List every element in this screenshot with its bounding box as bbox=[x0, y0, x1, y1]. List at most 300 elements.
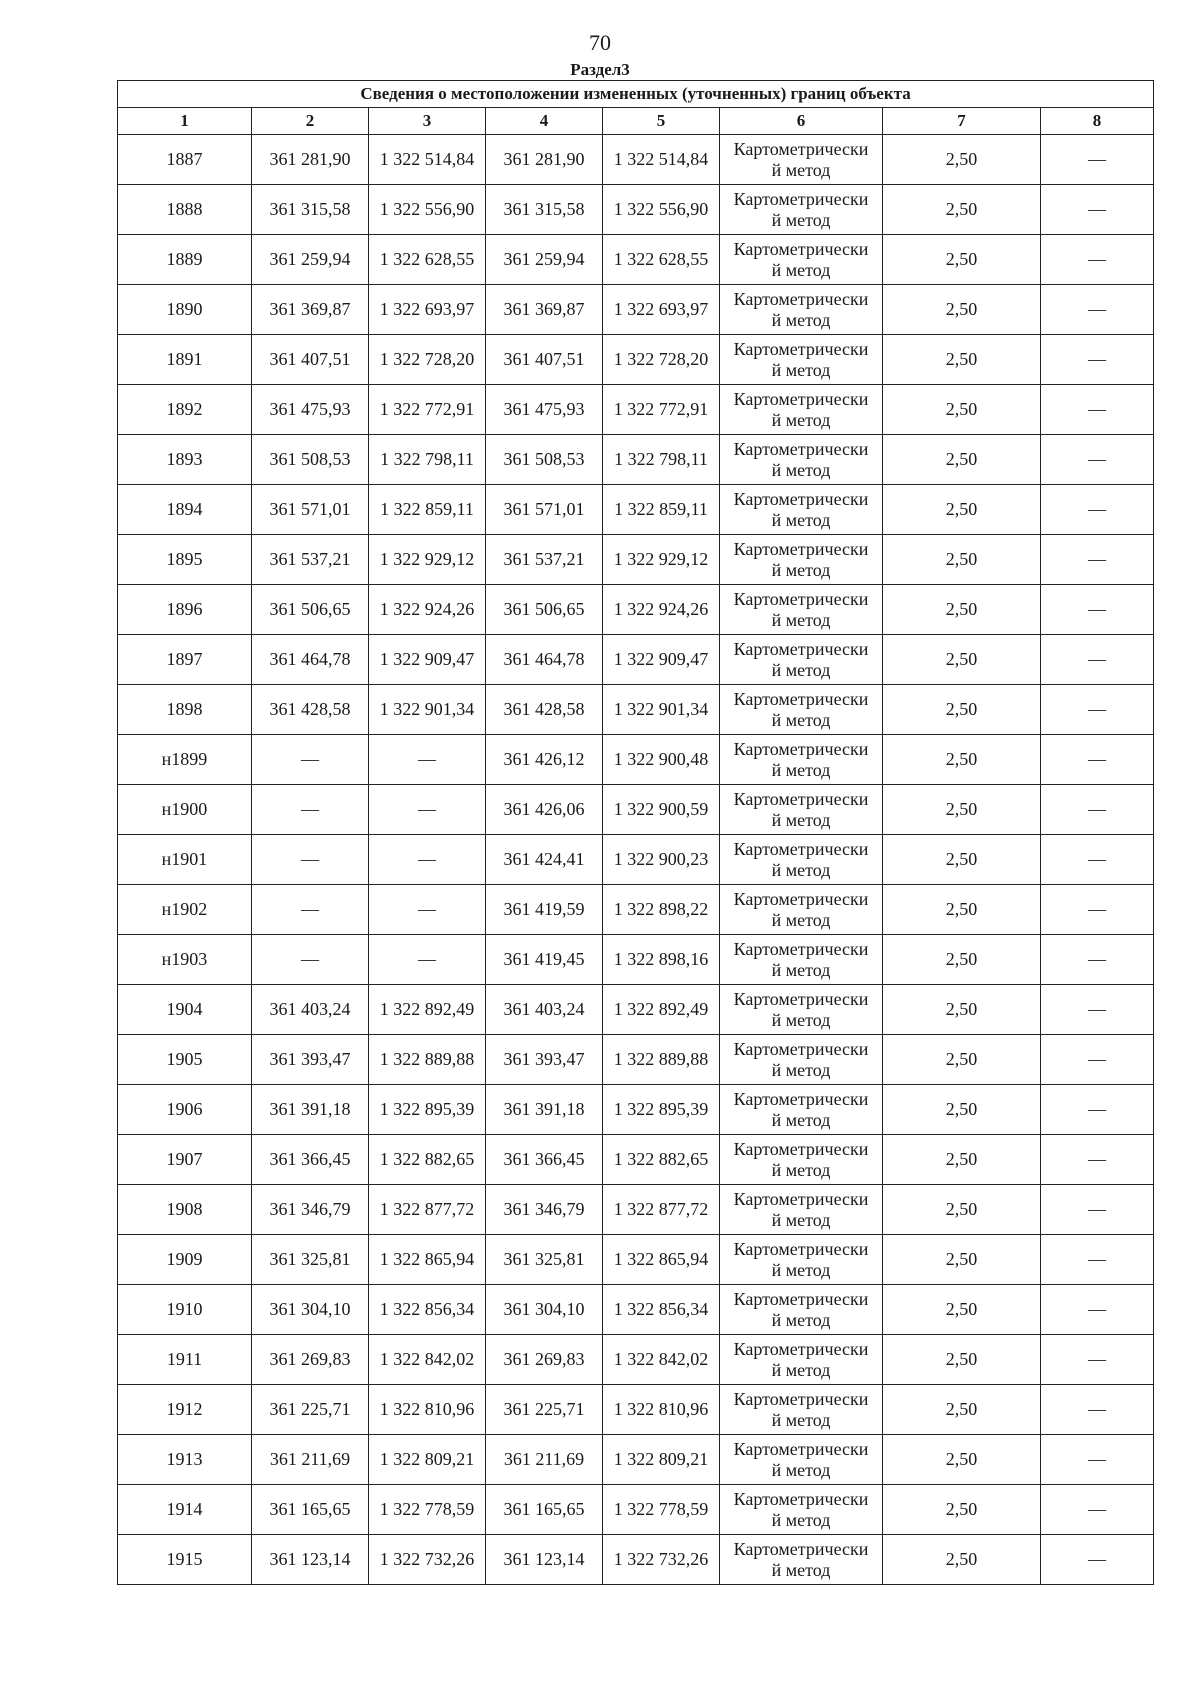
note-cell: — bbox=[1041, 185, 1154, 235]
table-row bbox=[118, 835, 1154, 885]
method-text-line-2: й метод bbox=[771, 709, 831, 730]
y-new-cell: 1 322 898,22 bbox=[603, 885, 720, 935]
x-old-cell: 361 369,87 bbox=[252, 285, 369, 335]
method-text-line-1: Картометрически bbox=[733, 988, 869, 1009]
table-row bbox=[118, 185, 1154, 235]
accuracy-cell: 2,50 bbox=[883, 685, 1041, 735]
method-text-line-1: Картометрически bbox=[733, 338, 869, 359]
y-old-cell: 1 322 778,59 bbox=[369, 1485, 486, 1535]
point-number-cell: 1915 bbox=[118, 1535, 252, 1585]
method-text-line-2: й метод bbox=[771, 609, 831, 630]
x-new-cell: 361 475,93 bbox=[486, 385, 603, 435]
y-old-cell: 1 322 859,11 bbox=[369, 485, 486, 535]
x-old-cell: 361 393,47 bbox=[252, 1035, 369, 1085]
x-old-cell: 361 506,65 bbox=[252, 585, 369, 635]
method-text-line-1: Картометрически bbox=[733, 1388, 869, 1409]
note-cell: — bbox=[1041, 835, 1154, 885]
method-text-line-2: й метод bbox=[771, 359, 831, 380]
method-text-line-2: й метод bbox=[771, 1059, 831, 1080]
column-header: 2 bbox=[252, 108, 369, 135]
x-new-cell: 361 391,18 bbox=[486, 1085, 603, 1135]
note-cell: — bbox=[1041, 385, 1154, 435]
point-number-cell: 1895 bbox=[118, 535, 252, 585]
note-cell: — bbox=[1041, 1185, 1154, 1235]
accuracy-cell: 2,50 bbox=[883, 135, 1041, 185]
y-new-cell: 1 322 859,11 bbox=[603, 485, 720, 535]
method-text-line-1: Картометрически bbox=[733, 788, 869, 809]
point-number-cell: н1900 bbox=[118, 785, 252, 835]
method-cell bbox=[720, 785, 883, 835]
method-text-line-2: й метод bbox=[771, 209, 831, 230]
y-new-cell: 1 322 901,34 bbox=[603, 685, 720, 735]
x-new-cell: 361 269,83 bbox=[486, 1335, 603, 1385]
y-new-cell: 1 322 772,91 bbox=[603, 385, 720, 435]
method-text-line-1: Картометрически bbox=[733, 888, 869, 909]
table-row bbox=[118, 1185, 1154, 1235]
method-text-line-1: Картометрически bbox=[733, 1488, 869, 1509]
y-old-cell: 1 322 809,21 bbox=[369, 1435, 486, 1485]
accuracy-cell: 2,50 bbox=[883, 535, 1041, 585]
method-cell bbox=[720, 1085, 883, 1135]
y-new-cell: 1 322 900,23 bbox=[603, 835, 720, 885]
method-text-line-2: й метод bbox=[771, 559, 831, 580]
x-new-cell: 361 506,65 bbox=[486, 585, 603, 635]
table-row bbox=[118, 1335, 1154, 1385]
table-row bbox=[118, 935, 1154, 985]
method-cell bbox=[720, 135, 883, 185]
note-cell: — bbox=[1041, 1235, 1154, 1285]
accuracy-cell: 2,50 bbox=[883, 785, 1041, 835]
column-header: 1 bbox=[118, 108, 252, 135]
table-row bbox=[118, 285, 1154, 335]
method-text-line-1: Картометрически bbox=[733, 438, 869, 459]
table-row bbox=[118, 1035, 1154, 1085]
accuracy-cell: 2,50 bbox=[883, 1085, 1041, 1135]
method-text-line-1: Картометрически bbox=[733, 1338, 869, 1359]
column-header: 3 bbox=[369, 108, 486, 135]
method-cell bbox=[720, 635, 883, 685]
y-old-cell: 1 322 842,02 bbox=[369, 1335, 486, 1385]
table-row bbox=[118, 585, 1154, 635]
method-text-line-1: Картометрически bbox=[733, 1038, 869, 1059]
method-text-line-2: й метод bbox=[771, 1509, 831, 1530]
column-header: 7 bbox=[883, 108, 1041, 135]
y-new-cell: 1 322 900,48 bbox=[603, 735, 720, 785]
table-row bbox=[118, 1285, 1154, 1335]
table-row bbox=[118, 785, 1154, 835]
x-new-cell: 361 428,58 bbox=[486, 685, 603, 735]
y-old-cell: 1 322 889,88 bbox=[369, 1035, 486, 1085]
y-old-cell: 1 322 628,55 bbox=[369, 235, 486, 285]
x-new-cell: 361 426,06 bbox=[486, 785, 603, 835]
point-number-cell: 1887 bbox=[118, 135, 252, 185]
table-row bbox=[118, 1135, 1154, 1185]
x-new-cell: 361 424,41 bbox=[486, 835, 603, 885]
y-old-cell: 1 322 924,26 bbox=[369, 585, 486, 635]
method-text-line-1: Картометрически bbox=[733, 1538, 869, 1559]
x-old-cell: 361 346,79 bbox=[252, 1185, 369, 1235]
x-new-cell: 361 259,94 bbox=[486, 235, 603, 285]
method-text-line-1: Картометрически bbox=[733, 938, 869, 959]
y-new-cell: 1 322 909,47 bbox=[603, 635, 720, 685]
y-old-cell: 1 322 514,84 bbox=[369, 135, 486, 185]
method-cell bbox=[720, 485, 883, 535]
accuracy-cell: 2,50 bbox=[883, 1435, 1041, 1485]
x-new-cell: 361 211,69 bbox=[486, 1435, 603, 1485]
x-old-cell: 361 537,21 bbox=[252, 535, 369, 585]
method-cell bbox=[720, 435, 883, 485]
method-text-line-2: й метод bbox=[771, 1359, 831, 1380]
y-new-cell: 1 322 877,72 bbox=[603, 1185, 720, 1235]
section-title: Раздел3 bbox=[570, 60, 630, 79]
note-cell: — bbox=[1041, 685, 1154, 735]
x-old-cell: 361 123,14 bbox=[252, 1535, 369, 1585]
method-text-line-1: Картометрически bbox=[733, 388, 869, 409]
method-text-line-1: Картометрически bbox=[733, 538, 869, 559]
y-old-cell: 1 322 865,94 bbox=[369, 1235, 486, 1285]
method-cell bbox=[720, 985, 883, 1035]
method-cell bbox=[720, 1185, 883, 1235]
x-old-cell: 361 281,90 bbox=[252, 135, 369, 185]
table-row bbox=[118, 1235, 1154, 1285]
x-new-cell: 361 165,65 bbox=[486, 1485, 603, 1535]
table-row bbox=[118, 985, 1154, 1035]
note-cell: — bbox=[1041, 935, 1154, 985]
method-text-line-1: Картометрически bbox=[733, 1438, 869, 1459]
method-cell bbox=[720, 185, 883, 235]
y-new-cell: 1 322 556,90 bbox=[603, 185, 720, 235]
table-row bbox=[118, 535, 1154, 585]
point-number-cell: н1902 bbox=[118, 885, 252, 935]
table-caption: Сведения о местоположении измененных (уточненных) границ объекта bbox=[118, 81, 1154, 108]
y-old-cell: 1 322 892,49 bbox=[369, 985, 486, 1035]
y-old-cell: 1 322 798,11 bbox=[369, 435, 486, 485]
point-number-cell: 1905 bbox=[118, 1035, 252, 1085]
x-new-cell: 361 325,81 bbox=[486, 1235, 603, 1285]
y-new-cell: 1 322 929,12 bbox=[603, 535, 720, 585]
point-number-cell: 1888 bbox=[118, 185, 252, 235]
table-row bbox=[118, 235, 1154, 285]
method-cell bbox=[720, 1485, 883, 1535]
x-old-cell: 361 428,58 bbox=[252, 685, 369, 735]
x-old-cell: 361 475,93 bbox=[252, 385, 369, 435]
point-number-cell: 1891 bbox=[118, 335, 252, 385]
method-cell bbox=[720, 585, 883, 635]
table-row bbox=[118, 735, 1154, 785]
x-new-cell: 361 407,51 bbox=[486, 335, 603, 385]
y-old-cell: 1 322 929,12 bbox=[369, 535, 486, 585]
method-text-line-1: Картометрически bbox=[733, 1188, 869, 1209]
y-old-cell: 1 322 877,72 bbox=[369, 1185, 486, 1235]
y-new-cell: 1 322 514,84 bbox=[603, 135, 720, 185]
point-number-cell: 1906 bbox=[118, 1085, 252, 1135]
method-cell bbox=[720, 1435, 883, 1485]
point-number-cell: 1897 bbox=[118, 635, 252, 685]
accuracy-cell: 2,50 bbox=[883, 1035, 1041, 1085]
method-cell bbox=[720, 385, 883, 435]
method-text-line-1: Картометрически bbox=[733, 138, 869, 159]
note-cell: — bbox=[1041, 1485, 1154, 1535]
note-cell: — bbox=[1041, 1035, 1154, 1085]
x-old-cell: — bbox=[252, 835, 369, 885]
method-text-line-2: й метод bbox=[771, 959, 831, 980]
accuracy-cell: 2,50 bbox=[883, 485, 1041, 535]
method-cell bbox=[720, 1385, 883, 1435]
point-number-cell: 1913 bbox=[118, 1435, 252, 1485]
method-cell bbox=[720, 235, 883, 285]
point-number-cell: 1894 bbox=[118, 485, 252, 535]
point-number-cell: 1892 bbox=[118, 385, 252, 435]
method-text-line-1: Картометрически bbox=[733, 638, 869, 659]
x-old-cell: — bbox=[252, 785, 369, 835]
x-new-cell: 361 464,78 bbox=[486, 635, 603, 685]
x-old-cell: — bbox=[252, 885, 369, 935]
x-old-cell: 361 211,69 bbox=[252, 1435, 369, 1485]
accuracy-cell: 2,50 bbox=[883, 385, 1041, 435]
accuracy-cell: 2,50 bbox=[883, 1135, 1041, 1185]
note-cell: — bbox=[1041, 885, 1154, 935]
x-old-cell: 361 315,58 bbox=[252, 185, 369, 235]
accuracy-cell: 2,50 bbox=[883, 1385, 1041, 1435]
method-text-line-2: й метод bbox=[771, 909, 831, 930]
x-old-cell: — bbox=[252, 935, 369, 985]
table-row bbox=[118, 1435, 1154, 1485]
y-old-cell: 1 322 772,91 bbox=[369, 385, 486, 435]
x-old-cell: 361 259,94 bbox=[252, 235, 369, 285]
point-number-cell: 1911 bbox=[118, 1335, 252, 1385]
x-old-cell: 361 407,51 bbox=[252, 335, 369, 385]
method-cell bbox=[720, 335, 883, 385]
table-row bbox=[118, 1085, 1154, 1135]
y-new-cell: 1 322 898,16 bbox=[603, 935, 720, 985]
method-cell bbox=[720, 1535, 883, 1585]
method-cell bbox=[720, 1035, 883, 1085]
method-text-line-2: й метод bbox=[771, 459, 831, 480]
table-row bbox=[118, 435, 1154, 485]
table-row bbox=[118, 1385, 1154, 1435]
note-cell: — bbox=[1041, 985, 1154, 1035]
y-new-cell: 1 322 882,65 bbox=[603, 1135, 720, 1185]
method-text-line-2: й метод bbox=[771, 159, 831, 180]
note-cell: — bbox=[1041, 485, 1154, 535]
x-new-cell: 361 315,58 bbox=[486, 185, 603, 235]
method-text-line-1: Картометрически bbox=[733, 588, 869, 609]
method-text-line-1: Картометрически bbox=[733, 488, 869, 509]
note-cell: — bbox=[1041, 1085, 1154, 1135]
y-new-cell: 1 322 895,39 bbox=[603, 1085, 720, 1135]
x-old-cell: 361 571,01 bbox=[252, 485, 369, 535]
note-cell: — bbox=[1041, 435, 1154, 485]
accuracy-cell: 2,50 bbox=[883, 885, 1041, 935]
method-cell bbox=[720, 1235, 883, 1285]
method-text-line-2: й метод bbox=[771, 859, 831, 880]
table-row bbox=[118, 1535, 1154, 1585]
note-cell: — bbox=[1041, 785, 1154, 835]
point-number-cell: 1908 bbox=[118, 1185, 252, 1235]
x-new-cell: 361 419,59 bbox=[486, 885, 603, 935]
x-new-cell: 361 369,87 bbox=[486, 285, 603, 335]
table-row bbox=[118, 385, 1154, 435]
x-old-cell: 361 464,78 bbox=[252, 635, 369, 685]
accuracy-cell: 2,50 bbox=[883, 1185, 1041, 1235]
method-cell bbox=[720, 835, 883, 885]
point-number-cell: 1898 bbox=[118, 685, 252, 735]
method-text-line-2: й метод bbox=[771, 1209, 831, 1230]
method-text-line-2: й метод bbox=[771, 509, 831, 530]
x-old-cell: 361 508,53 bbox=[252, 435, 369, 485]
y-old-cell: 1 322 909,47 bbox=[369, 635, 486, 685]
note-cell: — bbox=[1041, 335, 1154, 385]
accuracy-cell: 2,50 bbox=[883, 235, 1041, 285]
note-cell: — bbox=[1041, 135, 1154, 185]
point-number-cell: 1909 bbox=[118, 1235, 252, 1285]
method-cell bbox=[720, 535, 883, 585]
y-new-cell: 1 322 693,97 bbox=[603, 285, 720, 335]
y-new-cell: 1 322 778,59 bbox=[603, 1485, 720, 1535]
x-old-cell: 361 165,65 bbox=[252, 1485, 369, 1535]
y-new-cell: 1 322 924,26 bbox=[603, 585, 720, 635]
method-cell bbox=[720, 885, 883, 935]
y-old-cell: 1 322 556,90 bbox=[369, 185, 486, 235]
method-text-line-1: Картометрически bbox=[733, 288, 869, 309]
y-old-cell: — bbox=[369, 885, 486, 935]
y-new-cell: 1 322 728,20 bbox=[603, 335, 720, 385]
accuracy-cell: 2,50 bbox=[883, 585, 1041, 635]
method-text-line-1: Картометрически bbox=[733, 838, 869, 859]
method-text-line-2: й метод bbox=[771, 1459, 831, 1480]
method-cell bbox=[720, 1335, 883, 1385]
x-old-cell: 361 391,18 bbox=[252, 1085, 369, 1135]
accuracy-cell: 2,50 bbox=[883, 435, 1041, 485]
coordinates-table bbox=[117, 80, 1154, 1585]
point-number-cell: н1899 bbox=[118, 735, 252, 785]
x-new-cell: 361 508,53 bbox=[486, 435, 603, 485]
method-text-line-1: Картометрически bbox=[733, 188, 869, 209]
note-cell: — bbox=[1041, 635, 1154, 685]
accuracy-cell: 2,50 bbox=[883, 285, 1041, 335]
table-row bbox=[118, 485, 1154, 535]
method-text-line-1: Картометрически bbox=[733, 738, 869, 759]
method-cell bbox=[720, 1135, 883, 1185]
accuracy-cell: 2,50 bbox=[883, 1335, 1041, 1385]
y-old-cell: 1 322 693,97 bbox=[369, 285, 486, 335]
method-text-line-2: й метод bbox=[771, 1409, 831, 1430]
column-header: 8 bbox=[1041, 108, 1154, 135]
note-cell: — bbox=[1041, 235, 1154, 285]
y-old-cell: 1 322 732,26 bbox=[369, 1535, 486, 1585]
y-new-cell: 1 322 889,88 bbox=[603, 1035, 720, 1085]
y-new-cell: 1 322 892,49 bbox=[603, 985, 720, 1035]
page-number: 70 bbox=[589, 30, 611, 55]
point-number-cell: 1912 bbox=[118, 1385, 252, 1435]
y-old-cell: — bbox=[369, 785, 486, 835]
y-old-cell: 1 322 895,39 bbox=[369, 1085, 486, 1135]
x-new-cell: 361 571,01 bbox=[486, 485, 603, 535]
table-row bbox=[118, 1485, 1154, 1535]
point-number-cell: 1914 bbox=[118, 1485, 252, 1535]
method-text-line-1: Картометрически bbox=[733, 1138, 869, 1159]
point-number-cell: н1901 bbox=[118, 835, 252, 885]
x-old-cell: — bbox=[252, 735, 369, 785]
note-cell: — bbox=[1041, 585, 1154, 635]
x-old-cell: 361 225,71 bbox=[252, 1385, 369, 1435]
note-cell: — bbox=[1041, 1335, 1154, 1385]
method-text-line-1: Картометрически bbox=[733, 238, 869, 259]
accuracy-cell: 2,50 bbox=[883, 185, 1041, 235]
accuracy-cell: 2,50 bbox=[883, 1285, 1041, 1335]
table-row bbox=[118, 635, 1154, 685]
table-caption-row bbox=[118, 81, 1154, 108]
accuracy-cell: 2,50 bbox=[883, 1485, 1041, 1535]
point-number-cell: 1907 bbox=[118, 1135, 252, 1185]
x-new-cell: 361 304,10 bbox=[486, 1285, 603, 1335]
table-row bbox=[118, 685, 1154, 735]
method-text-line-2: й метод bbox=[771, 409, 831, 430]
method-text-line-2: й метод bbox=[771, 1559, 831, 1580]
note-cell: — bbox=[1041, 1285, 1154, 1335]
table-row bbox=[118, 335, 1154, 385]
x-old-cell: 361 269,83 bbox=[252, 1335, 369, 1385]
y-old-cell: — bbox=[369, 835, 486, 885]
x-new-cell: 361 419,45 bbox=[486, 935, 603, 985]
x-new-cell: 361 403,24 bbox=[486, 985, 603, 1035]
method-text-line-1: Картометрически bbox=[733, 688, 869, 709]
column-header: 5 bbox=[603, 108, 720, 135]
y-new-cell: 1 322 628,55 bbox=[603, 235, 720, 285]
table-row bbox=[118, 135, 1154, 185]
y-old-cell: — bbox=[369, 935, 486, 985]
x-new-cell: 361 281,90 bbox=[486, 135, 603, 185]
method-text-line-2: й метод bbox=[771, 259, 831, 280]
y-old-cell: 1 322 882,65 bbox=[369, 1135, 486, 1185]
y-old-cell: 1 322 810,96 bbox=[369, 1385, 486, 1435]
y-new-cell: 1 322 842,02 bbox=[603, 1335, 720, 1385]
table-header-row bbox=[118, 108, 1154, 135]
y-new-cell: 1 322 732,26 bbox=[603, 1535, 720, 1585]
method-text-line-2: й метод bbox=[771, 1309, 831, 1330]
method-text-line-2: й метод bbox=[771, 1259, 831, 1280]
accuracy-cell: 2,50 bbox=[883, 1535, 1041, 1585]
accuracy-cell: 2,50 bbox=[883, 835, 1041, 885]
accuracy-cell: 2,50 bbox=[883, 635, 1041, 685]
accuracy-cell: 2,50 bbox=[883, 1235, 1041, 1285]
y-new-cell: 1 322 900,59 bbox=[603, 785, 720, 835]
y-old-cell: 1 322 856,34 bbox=[369, 1285, 486, 1335]
y-old-cell: 1 322 901,34 bbox=[369, 685, 486, 735]
method-text-line-2: й метод bbox=[771, 1159, 831, 1180]
y-new-cell: 1 322 798,11 bbox=[603, 435, 720, 485]
method-text-line-2: й метод bbox=[771, 1109, 831, 1130]
method-text-line-2: й метод bbox=[771, 1009, 831, 1030]
accuracy-cell: 2,50 bbox=[883, 935, 1041, 985]
accuracy-cell: 2,50 bbox=[883, 335, 1041, 385]
note-cell: — bbox=[1041, 1385, 1154, 1435]
x-new-cell: 361 123,14 bbox=[486, 1535, 603, 1585]
y-old-cell: 1 322 728,20 bbox=[369, 335, 486, 385]
method-cell bbox=[720, 935, 883, 985]
method-text-line-1: Картометрически bbox=[733, 1088, 869, 1109]
accuracy-cell: 2,50 bbox=[883, 985, 1041, 1035]
point-number-cell: 1910 bbox=[118, 1285, 252, 1335]
note-cell: — bbox=[1041, 735, 1154, 785]
y-new-cell: 1 322 865,94 bbox=[603, 1235, 720, 1285]
x-new-cell: 361 225,71 bbox=[486, 1385, 603, 1435]
accuracy-cell: 2,50 bbox=[883, 735, 1041, 785]
x-new-cell: 361 346,79 bbox=[486, 1185, 603, 1235]
method-text-line-1: Картометрически bbox=[733, 1238, 869, 1259]
note-cell: — bbox=[1041, 1535, 1154, 1585]
table-body bbox=[118, 135, 1154, 1585]
